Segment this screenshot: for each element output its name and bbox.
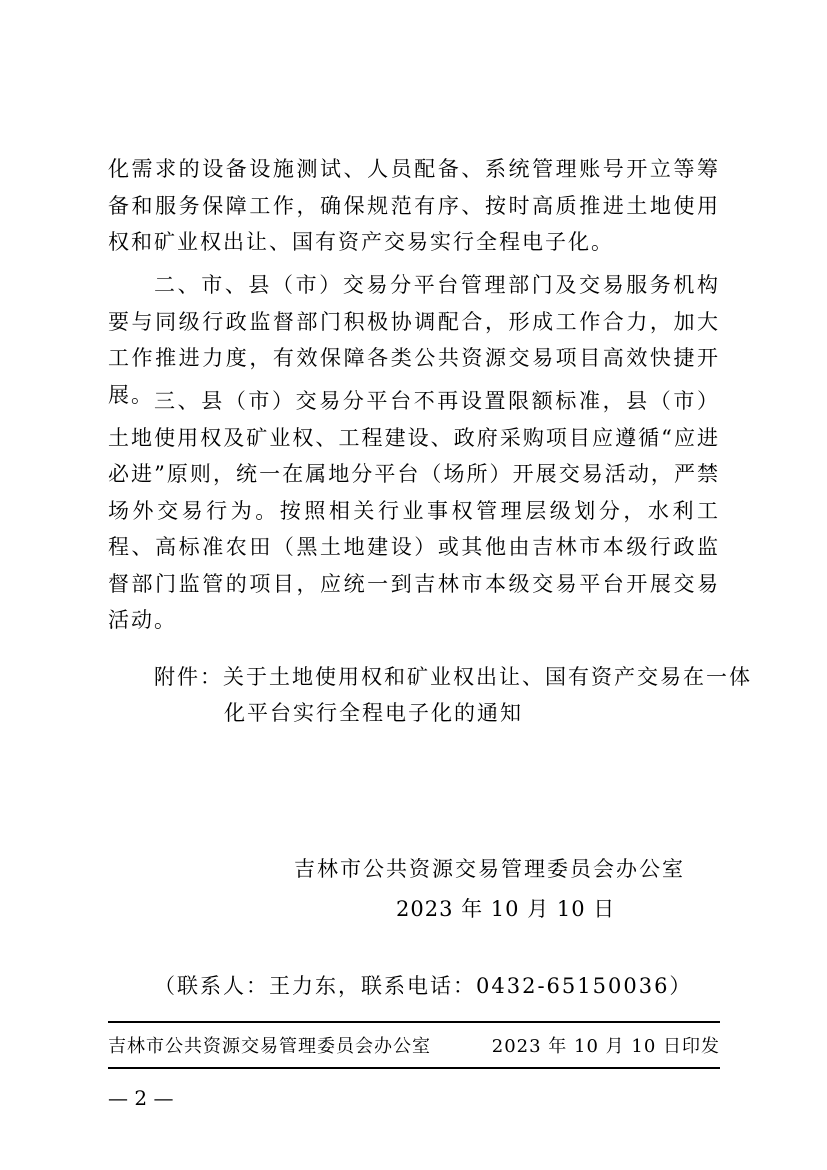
- attachment-line-1: 附件：关于土地使用权和矿业权出让、国有资产交易在一体: [154, 665, 752, 689]
- page-number: — 2 —: [108, 1086, 174, 1110]
- footer-organization: 吉林市公共资源交易管理委员会办公室: [108, 1036, 431, 1057]
- contact-info: （联系人：王力东，联系电话：0432-65150036）: [154, 974, 693, 998]
- body-paragraph-2: 二、市、县（市）交易分平台管理部门及交易服务机构要与同级行政监督部门积极协调配合，形成工作合力，加大工作推进力度，有效保障各类公共资源交易项目高效快捷开展。: [108, 273, 720, 407]
- attachment-line-2: 化平台实行全程电子化的通知: [224, 701, 523, 725]
- footer-bottom-rule: [108, 1067, 720, 1069]
- body-paragraph-1: 化需求的设备设施测试、人员配备、系统管理账号开立等筹备和服务保障工作，确保规范有序、按时高质推进土地使用权和矿业权出让、国有资产交易实行全程电子化。: [108, 157, 720, 254]
- body-paragraph-3: 三、县（市）交易分平台不再设置限额标准，县（市）土地使用权及矿业权、工程建设、政府采购项目应遵循“应进必进”原则，统一在属地分平台（场所）开展交易活动，严禁场外交易行为。按照相关行业事权管理层级划分，水利工程、高标准农田（黑土地建设）或其他由吉林市本级行政监督部门监管的项目，应统一到吉林市本级交易平台开展交易活动。: [108, 389, 720, 632]
- signature-organization: 吉林市公共资源交易管理委员会办公室: [294, 857, 685, 881]
- signature-date: 2023 年 10 月 10 日: [396, 897, 616, 921]
- footer-top-rule: [108, 1021, 720, 1023]
- footer-issue-date: 2023 年 10 月 10 日印发: [491, 1036, 720, 1057]
